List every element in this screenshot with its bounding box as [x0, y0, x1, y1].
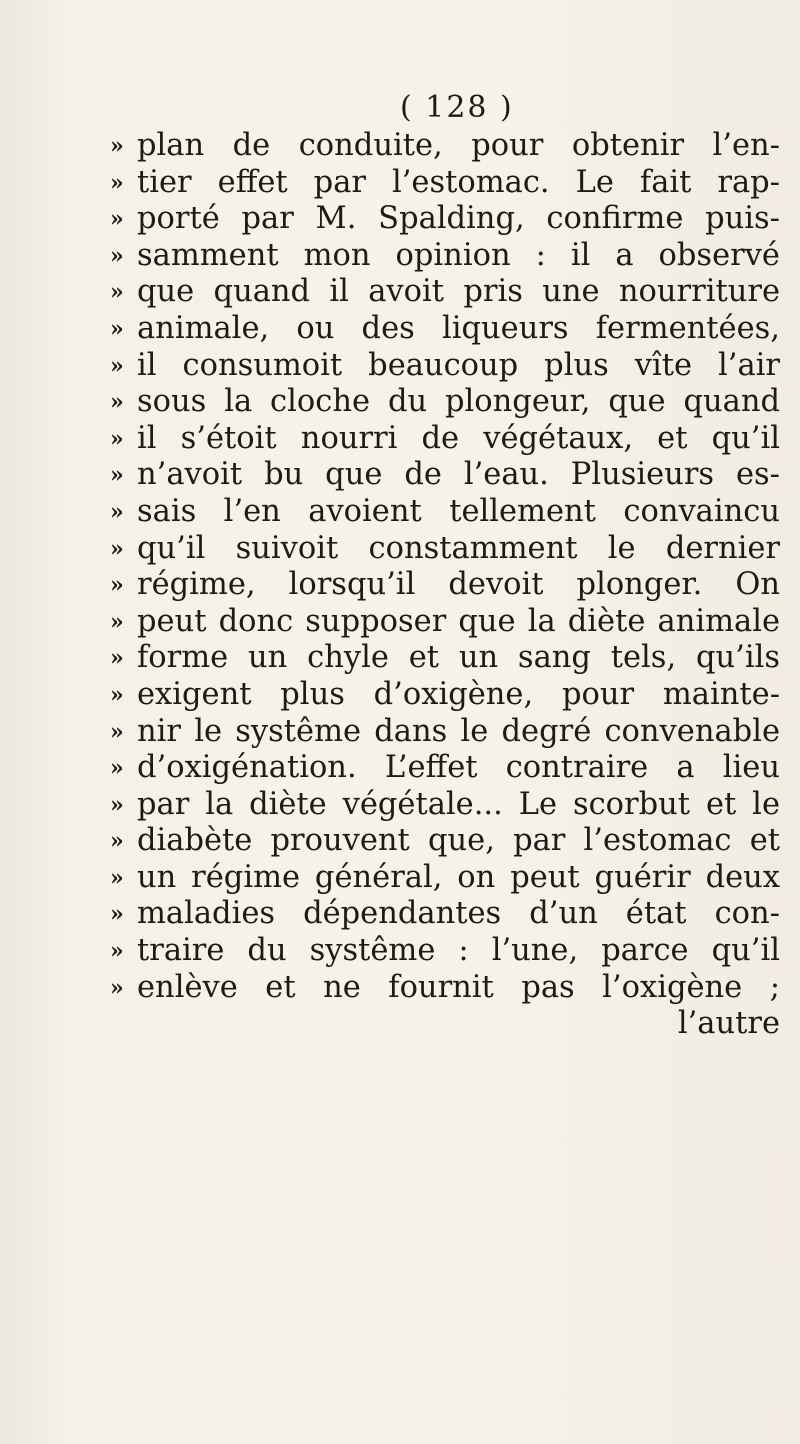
quote-mark: »	[110, 864, 124, 891]
line-text: il s’étoit nourri de végétaux, et qu’il	[137, 420, 780, 456]
line-text: sais l’en avoient tellement convaincu	[137, 493, 780, 529]
text-line	[110, 786, 787, 824]
line-text: exigent plus d’oxigène, pour mainte-	[137, 676, 780, 712]
catchword: l’autre	[677, 1006, 780, 1042]
text-line	[110, 933, 787, 970]
text-body	[110, 128, 787, 1043]
text-line	[110, 640, 787, 677]
line-text: régime, lorsqu’il devoit plonger. On	[137, 567, 780, 603]
text-line	[110, 274, 787, 311]
text-line	[110, 823, 787, 860]
line-text: animale, ou des liqueurs fermentées,	[137, 310, 780, 346]
text-line	[110, 457, 787, 494]
line-text: par la diète végétale... Le scorbut et le	[137, 786, 780, 822]
text-line	[110, 128, 787, 165]
text-line	[110, 750, 787, 787]
line-text: enlève et ne fournit pas l’oxigène ;	[137, 969, 780, 1005]
line-text: un régime général, on peut guérir deux	[137, 859, 780, 895]
quote-mark: »	[110, 498, 124, 525]
quote-mark: »	[110, 828, 124, 855]
quote-mark: »	[110, 791, 124, 818]
text-line	[110, 420, 787, 458]
quote-mark: »	[110, 974, 124, 1001]
quote-mark: »	[110, 133, 124, 159]
quote-mark: »	[110, 315, 124, 342]
quote-mark: »	[110, 279, 124, 306]
text-line	[110, 603, 787, 641]
text-line	[110, 237, 787, 275]
text-line	[110, 676, 787, 714]
quote-mark: »	[110, 718, 124, 745]
quote-mark: »	[110, 206, 124, 233]
text-line	[110, 164, 787, 202]
line-text: tier effet par l’estomac. Le fait rap-	[137, 164, 780, 200]
line-text: porté par M. Spalding, confirme puis-	[137, 201, 780, 237]
text-line	[110, 493, 787, 531]
quote-mark: »	[110, 938, 124, 965]
line-text: traire du systême : l’une, parce qu’il	[137, 933, 780, 969]
line-text: plan de conduite, pour obtenir l’en-	[137, 128, 780, 163]
text-line	[110, 859, 787, 897]
quote-mark: »	[110, 535, 124, 562]
text-line	[110, 530, 787, 568]
text-line	[110, 347, 787, 385]
text-line	[110, 567, 787, 604]
text-line	[110, 969, 787, 1007]
quote-mark: »	[110, 645, 124, 672]
line-text: sous la cloche du plongeur, que quand	[137, 384, 780, 420]
line-text: peut donc supposer que la diète animale	[137, 603, 780, 639]
line-text: diabète prouvent que, par l’estomac et	[137, 823, 780, 859]
quote-mark: »	[110, 462, 124, 489]
quote-mark: »	[110, 608, 124, 635]
catchword-line	[137, 1006, 787, 1043]
quote-mark: »	[110, 389, 124, 416]
text-line	[110, 713, 787, 751]
quote-mark: »	[110, 169, 124, 196]
text-line	[110, 384, 787, 421]
quote-mark: »	[110, 352, 124, 379]
line-text: que quand il avoit pris une nourriture	[137, 274, 780, 310]
quote-mark: »	[110, 572, 124, 599]
line-text: forme un chyle et un sang tels, qu’ils	[137, 640, 780, 676]
text-line	[110, 201, 787, 238]
line-text: nir le systême dans le degré convenable	[137, 713, 780, 749]
text-line	[110, 896, 787, 933]
line-text: samment mon opinion : il a observé	[137, 237, 780, 273]
quote-mark: »	[110, 681, 124, 708]
line-text: d’oxigénation. L’effet contraire a lieu	[137, 750, 780, 786]
quote-mark: »	[110, 242, 124, 269]
quote-mark: »	[110, 755, 124, 782]
quote-mark: »	[110, 901, 124, 928]
text-line	[110, 310, 787, 348]
line-text: n’avoit bu que de l’eau. Plusieurs es-	[137, 457, 780, 493]
line-text: il consumoit beaucoup plus vîte l’air	[137, 347, 780, 383]
page-number: ( 128 )	[400, 90, 514, 125]
line-text: qu’il suivoit constamment le dernier	[137, 530, 780, 566]
line-text: maladies dépendantes d’un état con-	[137, 896, 780, 932]
quote-mark: »	[110, 425, 124, 452]
